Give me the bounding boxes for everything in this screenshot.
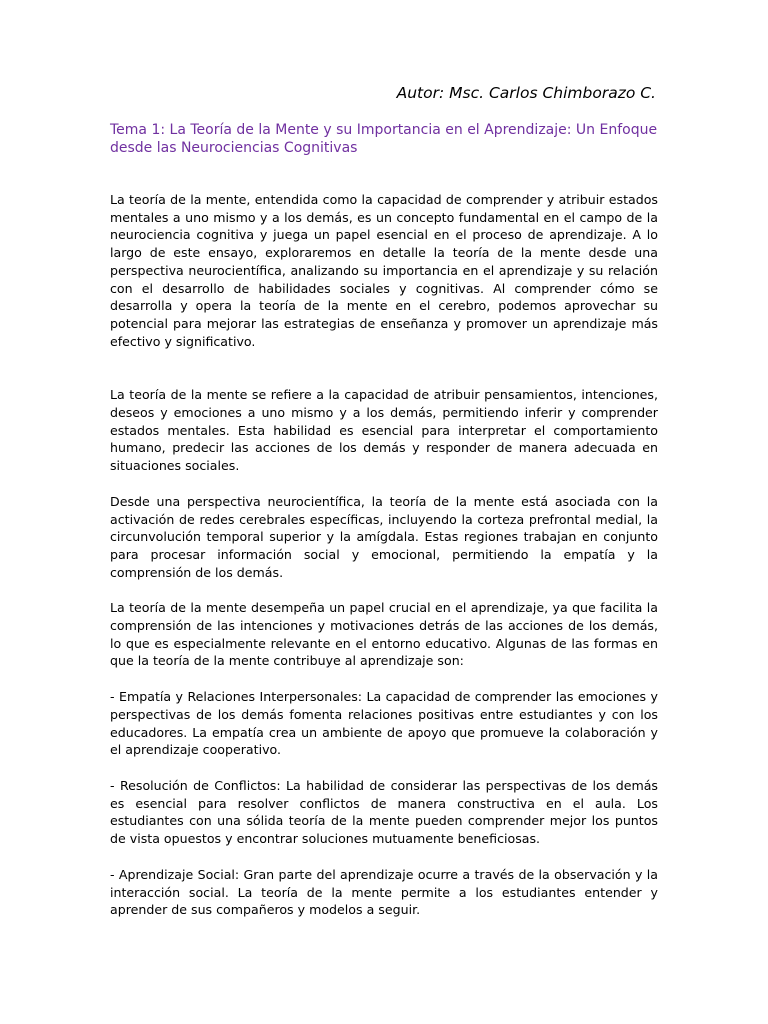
document-title: Tema 1: La Teoría de la Mente y su Importancia en el Aprendizaje: Un Enfoque desde las Neurociencias Cognitivas <box>110 122 658 156</box>
list-item-empathy: - Empatía y Relaciones Interpersonales: La capacidad de comprender las emociones y perspectivas de los demás fomenta relaciones positivas entre estudiantes y con los educadores. La empatía crea un ambiente de apoyo que promueve la colaboración y el aprendizaje cooperativo. <box>110 689 658 758</box>
author-line: Autor: Msc. Carlos Chimborazo C. <box>396 84 656 102</box>
spacer <box>110 670 658 688</box>
spacer <box>110 848 658 866</box>
list-item-social-learning: - Aprendizaje Social: Gran parte del aprendizaje ocurre a través de la observación y la interacción social. La teoría de la mente permite a los estudiantes entender y aprender de sus compañeros y modelos a seguir. <box>110 866 658 918</box>
paragraph-neuroscience: Desde una perspectiva neurocientífica, la teoría de la mente está asociada con la activación de redes cerebrales específicas, incluyendo la corteza prefrontal medial, la circunvolución temporal superior y la amígdala. Estas regiones trabajan en conjunto para procesar información social y emocional, permitiendo la empatía y la comprensión de los demás. <box>110 493 658 580</box>
spacer <box>110 759 658 777</box>
paragraph-intro: La teoría de la mente, entendida como la capacidad de comprender y atribuir estados mentales a uno mismo y a los demás, es un concepto fundamental en el campo de la neurociencia cognitiva y juega un papel esencial en el proceso de aprendizaje. A lo largo de este ensayo, exploraremos en detalle la teoría de la mente desde una perspectiva neurocientífica, analizando su importancia en el aprendizaje y su relación con el desarrollo de habilidades sociales y cognitivas. Al comprender cómo se desarrolla y opera la teoría de la mente en el cerebro, podemos aprovechar su potencial para mejorar las estrategias de enseñanza y promover un aprendizaje más efectivo y significativo. <box>110 192 658 349</box>
document-body <box>110 191 658 919</box>
paragraph-learning: La teoría de la mente desempeña un papel crucial en el aprendizaje, ya que facilita la comprensión de las intenciones y motivaciones detrás de las acciones de los demás, lo que es especialmente relevante en el entorno educativo. Algunas de las formas en que la teoría de la mente contribuye al aprendizaje son: <box>110 600 658 669</box>
paragraph-definition: La teoría de la mente se refiere a la capacidad de atribuir pensamientos, intenciones, deseos y emociones a uno mismo y a los demás, permitiendo inferir y comprender estados mentales. Esta habilidad es esencial para interpretar el comportamiento humano, predecir las acciones de los demás y responder de manera adecuada en situaciones sociales. <box>110 387 658 474</box>
list-item-conflicts: - Resolución de Conflictos: La habilidad de considerar las perspectivas de los demás es esencial para resolver conflictos de manera constructiva en el aula. Los estudiantes con una sólida teoría de la mente pueden comprender mejor los puntos de vista opuestos y encontrar soluciones mutuamente beneficiosas. <box>110 777 658 847</box>
spacer <box>110 350 658 386</box>
spacer <box>110 581 658 599</box>
spacer <box>110 475 658 493</box>
